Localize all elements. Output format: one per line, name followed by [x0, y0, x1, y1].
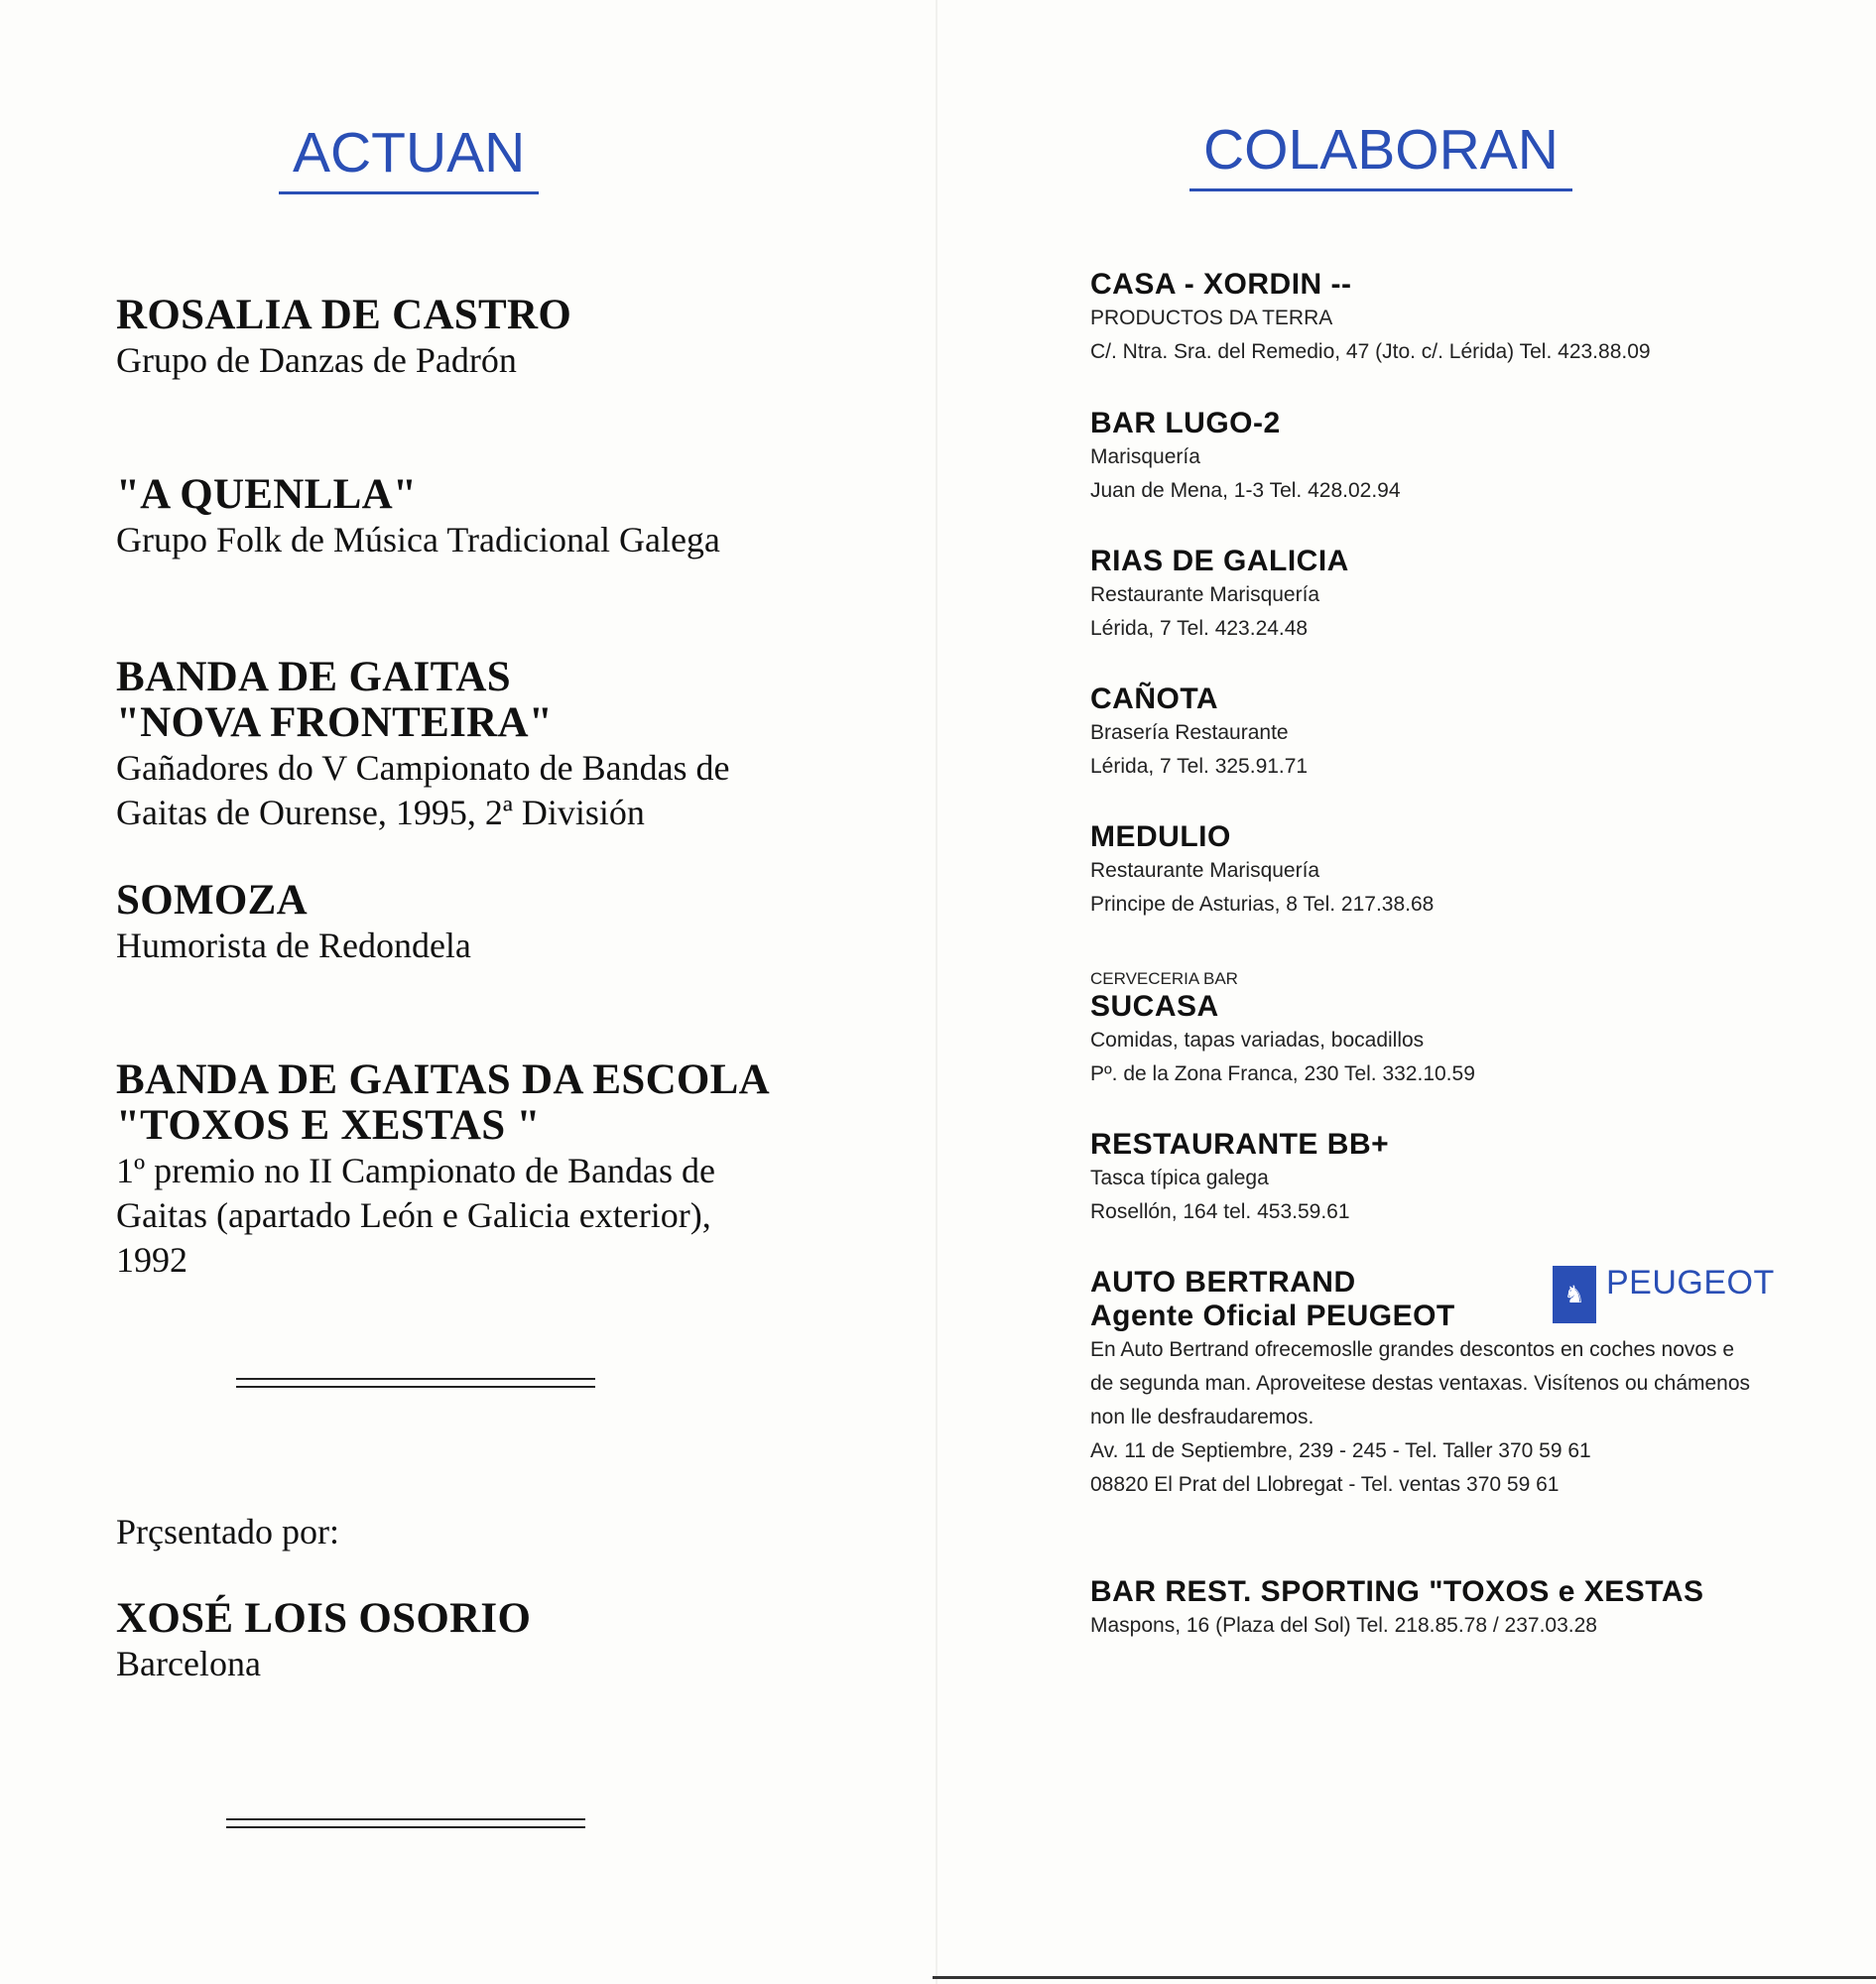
double-rule [236, 1378, 595, 1388]
sponsor-bar-sporting [1090, 1575, 1704, 1643]
performer-desc: Grupo de Danzas de Padrón [116, 340, 517, 380]
performer-rosalia [116, 293, 571, 383]
sponsor-bar-lugo [1090, 407, 1401, 508]
sponsor-rias-de-galicia [1090, 545, 1349, 646]
sponsor-line: Principe de Asturias, 8 Tel. 217.38.68 [1090, 893, 1435, 916]
sponsor-medulio [1090, 820, 1434, 922]
sponsor-line: C/. Ntra. Sra. del Remedio, 47 (Jto. c/. Lérida) Tel. 423.88.09 [1090, 340, 1651, 363]
lion-badge-icon: ♞ [1553, 1266, 1596, 1323]
performer-title: "A QUENLLA" [116, 471, 418, 518]
double-rule [226, 1818, 585, 1828]
peugeot-logo-text: PEUGEOT [1606, 1264, 1775, 1302]
performer-title: SOMOZA [116, 877, 308, 924]
performer-desc: 1992 [116, 1240, 188, 1280]
sponsor-restaurante-bb [1090, 1128, 1389, 1229]
performer-title: BANDA DE GAITAS DA ESCOLA [116, 1056, 771, 1103]
sponsor-sucasa [1090, 968, 1475, 1091]
sponsor-name: BAR REST. SPORTING "TOXOS e XESTAS [1090, 1575, 1704, 1608]
sponsor-name: CASA - XORDIN -- [1090, 268, 1352, 301]
sponsor-line: Restaurante Marisquería [1090, 859, 1320, 882]
presented-by-label: Prçsentado por: [116, 1512, 339, 1551]
sponsor-line: Pº. de la Zona Franca, 230 Tel. 332.10.59 [1090, 1062, 1475, 1085]
sponsor-line: de segunda man. Aproveitese destas ventaxas. Visítenos ou chámenos [1090, 1372, 1751, 1395]
performer-title: BANDA DE GAITAS [116, 654, 511, 700]
actuan-heading: ACTUAN [279, 125, 539, 194]
sponsor-line: Brasería Restaurante [1090, 721, 1289, 744]
fold-line [936, 0, 938, 1984]
sponsor-name: RESTAURANTE BB+ [1090, 1128, 1390, 1161]
performer-desc: Humorista de Redondela [116, 926, 471, 965]
performer-somoza [116, 878, 471, 968]
performer-toxos-xestas [116, 1057, 770, 1283]
presenter-name: XOSÉ LOIS OSORIO [116, 1595, 532, 1642]
sponsor-line: Maspons, 16 (Plaza del Sol) Tel. 218.85.78 / 237.03.28 [1090, 1614, 1597, 1637]
peugeot-logo [1553, 1266, 1775, 1323]
sponsor-line: PRODUCTOS DA TERRA [1090, 307, 1333, 329]
colaboran-heading: COLABORAN [1189, 122, 1572, 191]
sponsor-name: AUTO BERTRAND [1090, 1266, 1356, 1299]
sponsor-name: CAÑOTA [1090, 682, 1219, 715]
sponsor-line: En Auto Bertrand ofrecemoslle grandes descontos en coches novos e [1090, 1338, 1735, 1361]
performer-desc: Gañadores do V Campionato de Bandas de [116, 748, 730, 788]
performer-desc: Gaitas (apartado León e Galicia exterior), [116, 1195, 711, 1235]
sponsor-name-line2: Agente Oficial PEUGEOT [1090, 1300, 1455, 1332]
performer-nova-fronteira [116, 655, 730, 835]
presented-by [116, 1510, 339, 1554]
sponsor-canota [1090, 682, 1308, 784]
presenter [116, 1596, 531, 1686]
sponsor-line: non lle desfraudaremos. [1090, 1406, 1314, 1428]
performer-desc: Grupo Folk de Música Tradicional Galega [116, 520, 720, 559]
performer-desc: 1º premio no II Campionato de Bandas de [116, 1151, 716, 1190]
sponsor-line: Tasca típica galega [1090, 1167, 1269, 1189]
sponsor-line: Juan de Mena, 1-3 Tel. 428.02.94 [1090, 479, 1401, 502]
sponsor-line: Comidas, tapas variadas, bocadillos [1090, 1029, 1425, 1052]
performer-title-line2: "NOVA FRONTEIRA" [116, 699, 554, 746]
sponsor-line: Rosellón, 164 tel. 453.59.61 [1090, 1200, 1350, 1223]
presenter-city: Barcelona [116, 1644, 261, 1683]
sponsor-line: Restaurante Marisquería [1090, 583, 1320, 606]
performer-title: ROSALIA DE CASTRO [116, 292, 572, 338]
sponsor-line: Av. 11 de Septiembre, 239 - 245 - Tel. Taller 370 59 61 [1090, 1439, 1591, 1462]
sponsor-line: Lérida, 7 Tel. 423.24.48 [1090, 617, 1309, 640]
performer-quenlla [116, 472, 720, 562]
sponsor-line: 08820 El Prat del Llobregat - Tel. ventas 370 59 61 [1090, 1473, 1560, 1496]
sponsor-pre: CERVECERIA BAR [1090, 969, 1238, 988]
performer-desc: Gaitas de Ourense, 1995, 2ª División [116, 793, 645, 832]
performer-title-line2: "TOXOS E XESTAS " [116, 1102, 541, 1149]
sponsor-line: Lérida, 7 Tel. 325.91.71 [1090, 755, 1309, 778]
sponsor-name: RIAS DE GALICIA [1090, 545, 1349, 577]
bottom-edge-line [933, 1976, 1876, 1979]
sponsor-name: SUCASA [1090, 990, 1219, 1023]
sponsor-name: BAR LUGO-2 [1090, 407, 1281, 439]
sponsor-name: MEDULIO [1090, 820, 1231, 853]
sponsor-line: Marisquería [1090, 445, 1200, 468]
sponsor-casa-xordin [1090, 268, 1651, 369]
